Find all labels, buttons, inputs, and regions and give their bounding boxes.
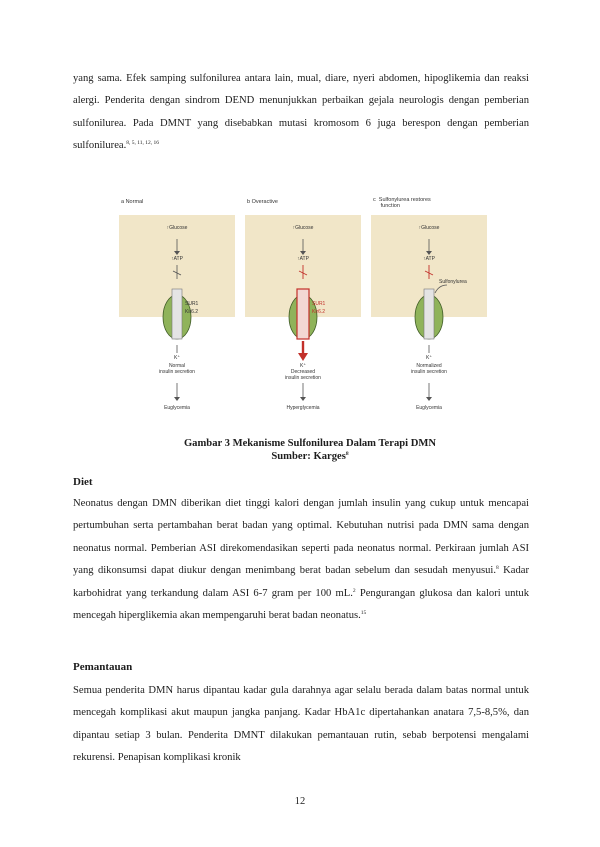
panel-c-label: c Sulfonylurea restores function [373, 197, 431, 209]
panel-c-k: K⁺ [426, 355, 432, 361]
paragraph-text: Neonatus dengan DMN diberikan diet tinggi kalori dengan jumlah insulin yang cukup untuk mencapai pertumbuhan serta pertambahan berat badan yang optimal. Kebutuhan nutrisi pada DMN sama dengan neonatus normal. Pemberian ASI direkomendasikan seperti pada neonatus normal. Perkiraan jumlah ASI yang dikonsumsi dapat diukur dengan menimbang berat badan sebelum dan sesudah menyusui. [73, 498, 529, 577]
panel-a-sur: SUR1 [185, 301, 199, 307]
panel-b-glucose: ↑Glucose [292, 225, 314, 231]
mechanism-figure [117, 193, 489, 429]
citation: 8 [345, 451, 349, 457]
panel-b-label: b Overactive [247, 199, 278, 205]
panel-b-outcome: Hyperglycemia [286, 405, 320, 411]
panel-a-secretion-1: Normal [168, 363, 186, 369]
panel-b-sur: SUR1 [312, 301, 326, 307]
panel-a-label: a Normal [121, 199, 144, 205]
panel-b-k: K⁺ [300, 363, 306, 369]
paragraph-text: Kadar karbohidrat yang terkandung dalam ASI 6-7 gram per 100 mL. [73, 565, 529, 599]
page-number: 12 [294, 796, 306, 807]
panel-a-atp: ↑ATP [171, 256, 183, 262]
panel-b-secretion-1: Decreased [290, 369, 316, 375]
panel-b-atp: ↑ATP [297, 256, 309, 262]
panel-a-secretion-2: insulin secretion [159, 369, 195, 375]
panel-c-drug: Sulfonylurea [439, 279, 467, 285]
paragraph-text: Pengurangan glukosa dan kalori untuk mencegah hiperglikemia akan mempengaruhi berat badan neonatus. [73, 587, 529, 622]
paragraph-sulfonilurea [73, 68, 529, 158]
section-heading-pemantauan: Pemantauan [73, 661, 133, 673]
panel-c-secretion-1: Normalized [416, 363, 442, 369]
panel-c-glucose: ↑Glucose [418, 225, 440, 231]
panel-a-glucose: ↑Glucose [166, 225, 188, 231]
citation: 8 [496, 565, 499, 572]
panel-c-atp: ↑ATP [423, 256, 435, 262]
paragraph-diet [73, 493, 529, 627]
paragraph-text: yang sama. Efek samping sulfonilurea antara lain, mual, diare, nyeri abdomen, hipoglikemia dan reaksi alergi. Penderita dengan sindrom DEND menunjukkan perbaikan gejala neurologis dengan pemberian sulfonilurea. Pada DMNT yang disebabkan mutasi kromosom 6 juga berespon dengan pemberian sulfonilurea. [73, 73, 529, 152]
panel-b-kir: Kir6.2 [312, 309, 326, 315]
caption-source [140, 450, 480, 463]
panel-b-secretion-2: insulin secretion [285, 375, 321, 381]
panel-c-outcome: Euglycemia [416, 405, 442, 411]
panel-a-kir: Kir6.2 [185, 309, 199, 315]
paragraph-text: Semua penderita DMN harus dipantau kadar gula darahnya agar selalu berada dalam batas normal untuk mencegah komplikasi akut maupun jangka panjang. Kadar HbA1c dipertahankan anatara 7,5-8,5%, dan dipantau setiap 3 bulan. Penderita DMNT dilakukan pemantauan rutin, sebab berpotensi mengalami rekurensi. Penapisan komplikasi kronik [73, 685, 529, 764]
panel-c-secretion-2: insulin secretion [411, 369, 447, 375]
section-heading-diet: Diet [73, 476, 93, 488]
figure-caption [140, 437, 480, 463]
caption-title: Gambar 3 Mekanisme Sulfonilurea Dalam Terapi DMN [183, 438, 437, 449]
citation: 15 [360, 610, 367, 617]
panel-a-outcome: Euglycemia [164, 405, 190, 411]
citation: 2 [352, 587, 356, 594]
panel-a-k: K⁺ [174, 355, 180, 361]
citation: 8, 5, 11, 12, 16 [126, 140, 160, 147]
caption-source-text: Sumber: Karges [271, 451, 346, 462]
paragraph-pemantauan [73, 680, 529, 770]
